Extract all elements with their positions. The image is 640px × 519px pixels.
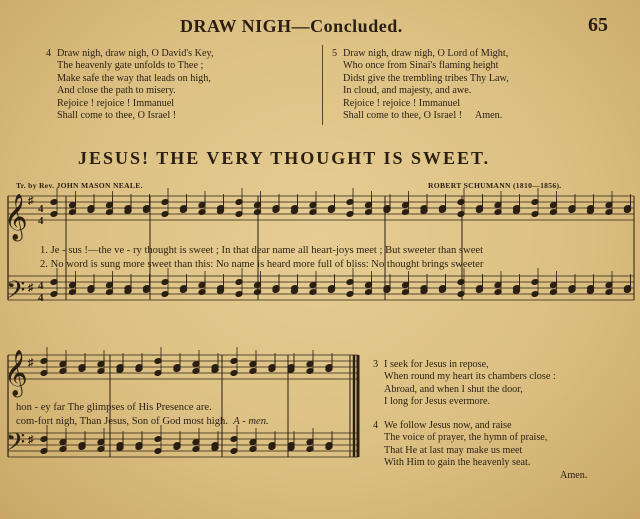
stanza-4	[373, 420, 588, 482]
stanza-line: In cloud, and majesty, and awe.	[343, 85, 472, 97]
stanza-line: Draw nigh, draw nigh, O Lord of Might,	[343, 48, 509, 59]
stanza-number: 4	[373, 420, 379, 431]
stanza-line: And close the path to misery.	[57, 85, 176, 97]
stanza-number: 5	[332, 48, 338, 59]
time-sig-bottom: 4	[38, 215, 44, 227]
stanza-line: I seek for Jesus in repose,	[384, 359, 489, 370]
stanza-line: Draw nigh, draw nigh, O David's Key,	[57, 48, 214, 59]
stanza-line: Abroad, and when I shut the door,	[384, 383, 523, 395]
lyrics-verse-2-cont	[16, 416, 269, 427]
lyrics-verse-1: 1. Je - sus !—the ve - ry thought is sweet ; In that dear name all heart-joys meet ; But sweeter than sweet	[40, 245, 484, 256]
stanza-line-text: Shall come to thee, O Israel !	[343, 110, 463, 122]
stanza-line: Make safe the way that leads on high,	[57, 72, 211, 84]
lyrics-verse-1-cont: hon - ey far The glimpses of His Presence are.	[16, 402, 212, 413]
stanza-line: When round my heart its chambers close :	[384, 371, 556, 383]
stanza-line: The heavenly gate unfolds to Thee ;	[57, 60, 204, 72]
stanza-line: With Him to gain the heavenly seat.	[384, 457, 531, 469]
sharp-icon: ♯	[28, 434, 34, 446]
treble-clef-icon: 𝄞	[4, 350, 28, 395]
sharp-icon: ♯	[28, 282, 34, 294]
stanza-line: Rejoice ! rejoice ! Immanuel	[343, 97, 461, 109]
lyrics-verse-2: 2. No word is sung more sweet than this: No name is heard more full of bliss: No thought brings sweeter	[40, 259, 484, 270]
stanza-line: Didst give the trembling tribes Thy Law,	[343, 72, 509, 84]
amen-text: A - men.	[233, 416, 269, 427]
stanza-line: The voice of prayer, the hymn of praise,	[384, 432, 548, 444]
notes	[40, 188, 631, 454]
stanza-3	[373, 359, 556, 409]
stanza-line: We follow Jesus now, and raise	[384, 420, 512, 431]
stanza-number: 4	[46, 48, 52, 59]
amen-text: Amen.	[474, 110, 503, 122]
stanza-line: Who once from Sinai's flaming height	[343, 60, 499, 72]
page-header-title: DRAW NIGH—Concluded.	[180, 16, 403, 36]
treble-clef-icon: 𝄞	[4, 194, 28, 239]
stanza-line: I long for Jesus evermore.	[384, 396, 491, 408]
time-sig-bottom: 4	[38, 292, 44, 304]
time-sig-top: 4	[38, 280, 44, 292]
composer-credit: ROBERT SCHUMANN (1810—1856).	[428, 181, 562, 190]
bass-clef-icon: 𝄢	[6, 429, 26, 462]
page-number: 65	[588, 14, 608, 36]
time-sig-top: 4	[38, 203, 44, 215]
sharp-icon: ♯	[28, 195, 34, 207]
stanza-line: Shall come to thee, O Israel !	[57, 110, 177, 122]
bass-clef-icon: 𝄢	[6, 277, 26, 310]
stanza-number: 3	[373, 359, 379, 370]
lyrics-text: com-fort nigh, Than Jesus, Son of God most high.	[16, 416, 228, 427]
hymn-title: JESUS! THE VERY THOUGHT IS SWEET.	[78, 148, 491, 168]
amen-text: Amen.	[560, 469, 588, 481]
stanza-line: Rejoice ! rejoice ! Immanuel	[57, 97, 175, 109]
stanza-line: That He at last may make us meet	[384, 444, 523, 456]
sharp-icon: ♯	[28, 357, 34, 369]
translator-credit: Tr. by Rev. JOHN MASON NEALE.	[16, 181, 143, 190]
